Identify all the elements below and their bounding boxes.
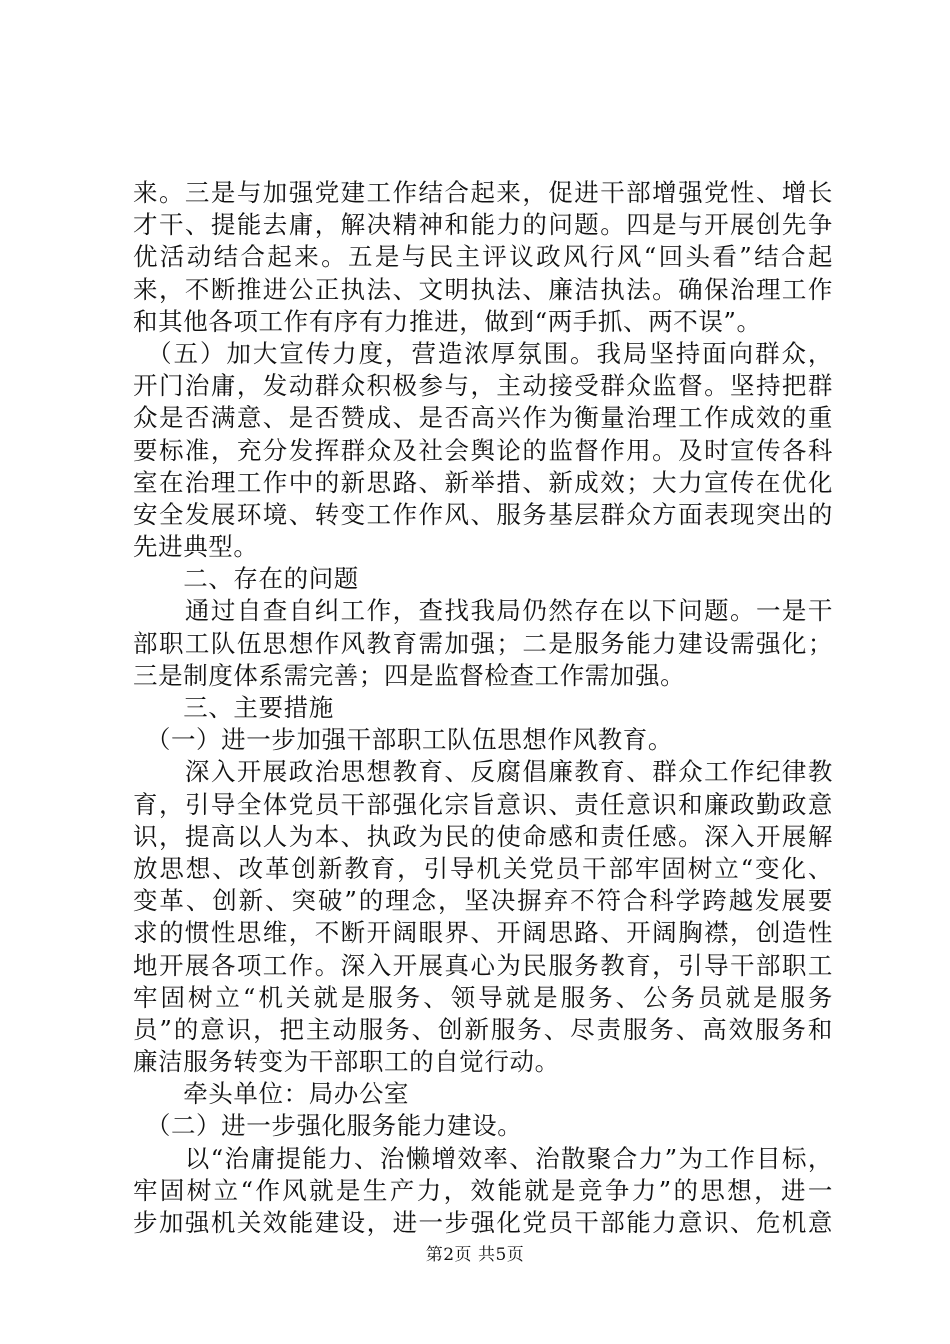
text-line: 识，提高以人为本、执政为民的使命感和责任感。深入开展解 xyxy=(133,821,833,851)
text-line: 牢固树立“机关就是服务、领导就是服务、公务员就是服务 xyxy=(133,982,833,1012)
text-line: 步加强机关效能建设，进一步强化党员干部能力意识、危机意 xyxy=(133,1208,833,1237)
text-line: 牢固树立“作风就是生产力，效能就是竞争力”的思想，进一 xyxy=(133,1175,833,1205)
text-line: 廉洁服务转变为干部职工的自觉行动。 xyxy=(133,1047,560,1077)
text-line: 要标准，充分发挥群众及社会舆论的监督作用。及时宣传各科 xyxy=(133,435,833,465)
text-line: 地开展各项工作。深入开展真心为民服务教育，引导干部职工 xyxy=(133,950,833,980)
text-line: （一）进一步加强干部职工队伍思想作风教育。 xyxy=(133,725,673,755)
text-line: 来，不断推进公正执法、文明执法、廉洁执法。确保治理工作 xyxy=(133,274,833,304)
text-line: 先进典型。 xyxy=(133,532,259,562)
text-line: 众是否满意、是否赞成、是否高兴作为衡量治理工作成效的重 xyxy=(133,403,833,433)
text-line: 三是制度体系需完善；四是监督检查工作需加强。 xyxy=(133,660,686,690)
text-line: 二、存在的问题 xyxy=(133,564,359,594)
text-line: 放思想、改革创新教育，引导机关党员干部牢固树立“变化、 xyxy=(133,853,833,883)
text-line: 才干、提能去庸，解决精神和能力的问题。四是与开展创先争 xyxy=(133,210,833,240)
text-line: 来。三是与加强党建工作结合起来，促进干部增强党性、增长 xyxy=(133,178,833,207)
text-line: 育，引导全体党员干部强化宗旨意识、责任意识和廉政勤政意 xyxy=(133,789,833,819)
text-line: （二）进一步强化服务能力建设。 xyxy=(133,1111,523,1141)
text-line: 和其他各项工作有序有力推进，做到“两手抓、两不误”。 xyxy=(133,306,762,336)
text-line: 变革、创新、突破”的理念，坚决摒弃不符合科学跨越发展要 xyxy=(133,886,833,916)
text-line: 开门治庸，发动群众积极参与，主动接受群众监督。坚持把群 xyxy=(133,371,833,401)
text-line: 优活动结合起来。五是与民主评议政风行风“回头看”结合起 xyxy=(133,242,833,272)
document-body xyxy=(133,177,833,1239)
text-line: （五）加大宣传力度，营造浓厚氛围。我局坚持面向群众， xyxy=(133,338,833,368)
text-line: 安全发展环境、转变工作作风、服务基层群众方面表现突出的 xyxy=(133,499,833,529)
text-line: 三、主要措施 xyxy=(133,693,334,722)
text-line: 求的惯性思维，不断开阔眼界、开阔思路、开阔胸襟，创造性 xyxy=(133,918,833,948)
text-line: 室在治理工作中的新思路、新举措、新成效；大力宣传在优化 xyxy=(133,467,833,497)
text-line: 以“治庸提能力、治懒增效率、治散聚合力”为工作目标， xyxy=(133,1143,833,1173)
text-line: 部职工队伍思想作风教育需加强；二是服务能力建设需强化； xyxy=(133,628,833,658)
text-line: 通过自查自纠工作，查找我局仍然存在以下问题。一是干 xyxy=(133,596,833,626)
page-footer: 第2页 共5页 xyxy=(425,1245,525,1265)
text-line: 员”的意识，把主动服务、创新服务、尽责服务、高效服务和 xyxy=(133,1014,833,1044)
text-line: 深入开展政治思想教育、反腐倡廉教育、群众工作纪律教 xyxy=(133,757,833,787)
text-line: 牵头单位：局办公室 xyxy=(133,1079,410,1109)
